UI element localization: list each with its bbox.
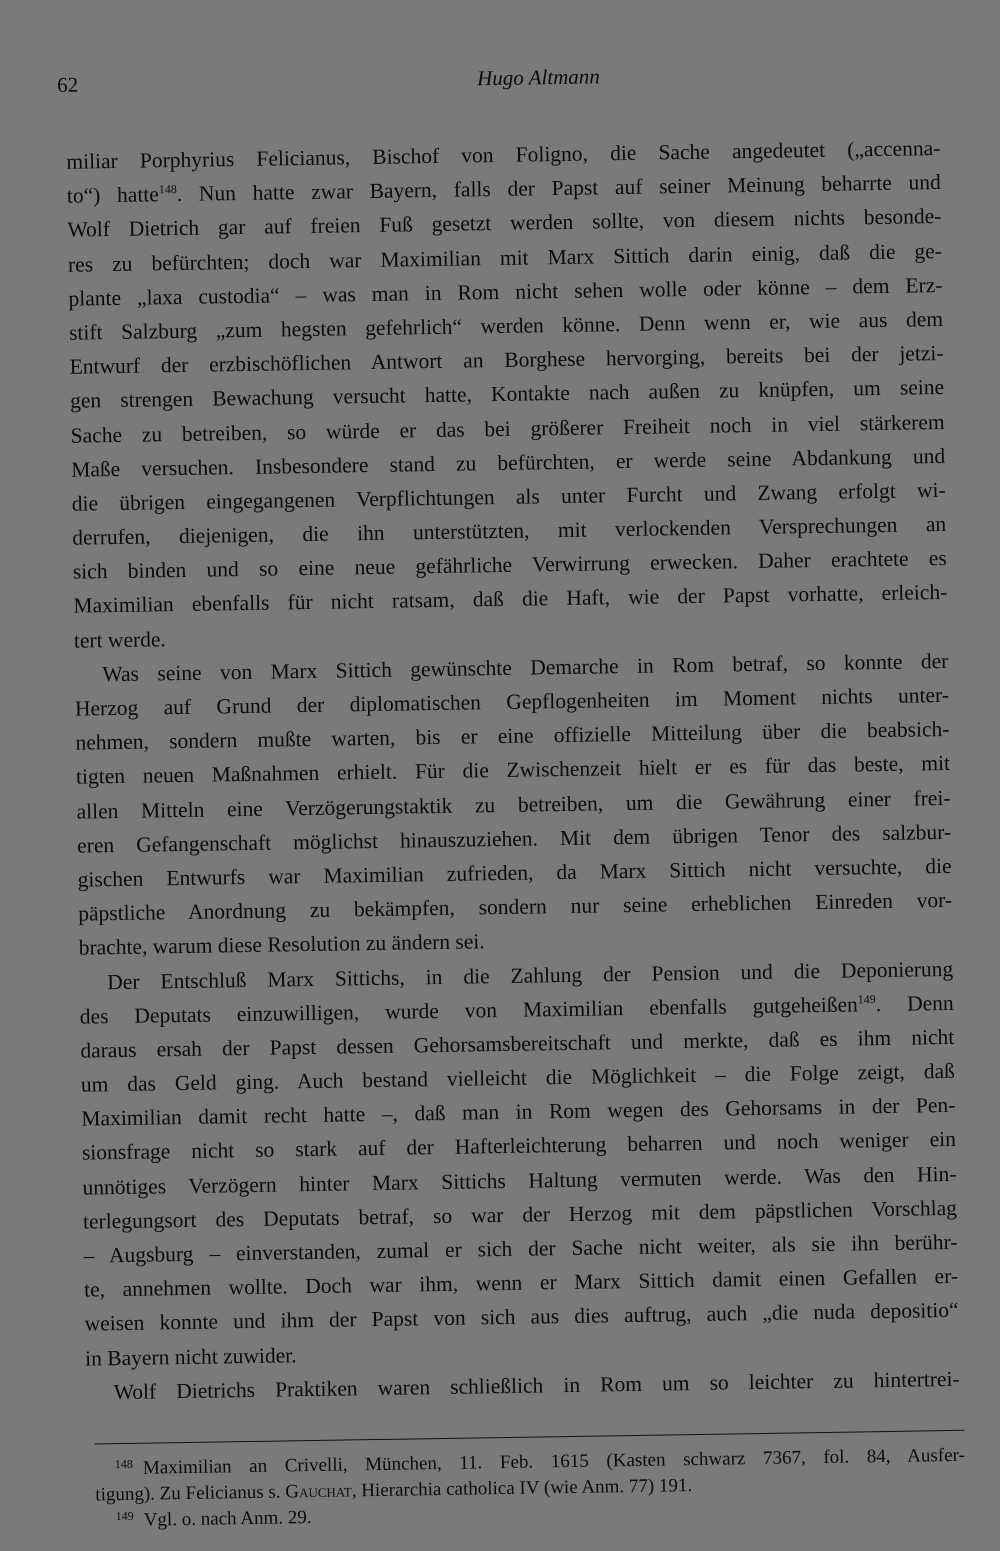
text-line: allen Mitteln eine Verzögerungstaktik zu betreiben, um die Gewährung einer frei- (76, 785, 951, 824)
text-line: Der Entschluß Marx Sittichs, in die Zahlung der Pension und die Deponierung (107, 956, 954, 994)
text-line: unnötiges Verzögern hinter Marx Sittichs Haltung vermuten werde. Was den Hin- (82, 1161, 957, 1200)
text-line: um das Geld ging. Auch bestand vielleicht die Möglichkeit – die Folge zeigt, daß (80, 1058, 955, 1097)
text-line: terlegungsort des Deputats betraf, so war der Herzog mit dem päpstlichen Vorschlag (82, 1195, 958, 1234)
text-line: te, annehmen wollte. Doch war ihm, wenn er Marx Sittich damit einen Gefallen er- (83, 1264, 959, 1302)
text-line: daraus ersah der Papst dessen Gehorsamsbereitschaft und merkte, daß es ihm nicht (80, 1024, 955, 1063)
text-line: to“) hatte$^{148}$. Nun hatte zwar Bayern, falls der Papst auf seiner Meinung beharrte und (66, 170, 942, 208)
text-line: stift Salzburg „zum hegsten gefehrlich“ werden könne. Denn wenn er, wie aus dem (68, 306, 944, 345)
footnote-text: Maximilian an Crivelli, München, 11. Feb. 1615 (Kasten schwarz 7367, fol. 84, Ausfer- (142, 1444, 965, 1479)
footnote-author: Gauchat (285, 1480, 352, 1503)
text-line: Maximilian ebenfalls für nicht ratsam, daß die Haft, wie der Papst vorhatte, erleich- (73, 580, 948, 619)
footnote-text: Vgl. o. nach Anm. 29. (143, 1507, 312, 1531)
footnote-text: , Hierarchia catholica IV (wie Anm. 77) 191. (351, 1475, 693, 1502)
text-line: Wolf Dietrichs Praktiken waren schließlich in Rom um so leichter zu hintertrei- (113, 1366, 960, 1404)
text-line: in Bayern nicht zuwider. (84, 1342, 297, 1371)
text-line: res zu befürchten; doch war Maximilian mit Marx Sittich darin einig, daß die ge- (67, 238, 943, 277)
text-line: tigten neuen Maßnahmen erhielt. Für die Zwischenzeit hielt er es für das beste, mit (75, 751, 951, 790)
footnote-ref: 148 (158, 182, 177, 197)
text-line: Herzog auf Grund der diplomatischen Gepflogenheiten im Moment nichts unter- (74, 682, 950, 721)
text-line: Entwurf der erzbischöflichen Antwort an Borghese hervorging, bereits bei der jetzi- (69, 341, 944, 379)
footnote-number: 149 (115, 1508, 134, 1524)
text-line: gischen Entwurfs war Maximilian zufrieden, da Marx Sittich nicht versuchte, die (77, 853, 952, 892)
text-line: sionsfrage nicht so stark auf der Hafterleichterung beharren und noch weniger ein (81, 1127, 957, 1166)
text-line-main: des Deputats einzuwilligen, wurde von Maximilian ebenfalls gutgeheißen (79, 992, 859, 1029)
body-text (66, 131, 960, 1410)
text-line: eren Gefangenschaft möglichst hinauszuziehen. Mit dem übrigen Tenor des salzbur- (76, 819, 952, 858)
text-line: derrufen, diejenigen, die ihn unterstützten, mit verlockenden Versprechungen an (72, 512, 947, 550)
text-line: Wolf Dietrich gar auf freien Fuß gesetzt werden sollte, von diesem nichts besonde- (67, 204, 942, 243)
text-line: gen strengen Bewachung versucht hatte, Kontakte nach außen zu knüpfen, um seine (69, 375, 945, 414)
running-head: Hugo Altmann (476, 64, 601, 91)
text-line: miliar Porphyrius Felicianus, Bischof von Foligno, die Sache angedeutet („accenna- (66, 136, 941, 174)
text-line: Was seine von Marx Sittich gewünschte Demarche in Rom betraf, so konnte der (102, 648, 949, 687)
text-line: sich binden und so eine neue gefährliche Verwirrung erwecken. Daher erachtete es (72, 546, 947, 584)
text-line: die übrigen eingegangenen Verpflichtungen als unter Furcht und Zwang erfolgt wi- (71, 477, 946, 516)
text-line: plante „laxa custodia“ – was man in Rom nicht sehen wolle oder könne – dem Erz- (68, 272, 943, 311)
footnote-ref: 149 (857, 991, 876, 1007)
text-line-suffix: . Denn (875, 990, 954, 1016)
page-number: 62 (56, 72, 79, 97)
footnote-text: tigung). Zu Felicianus s. (95, 1481, 281, 1506)
text-line-rest: Nun hatte zwar Bayern, falls der Papst auf seiner Meinung beharrte und (198, 170, 942, 206)
text-line: brachte, warum diese Resolution zu ändern sei. (78, 929, 485, 960)
text-line: tert werde. (73, 626, 167, 653)
footnote-divider (95, 1430, 965, 1445)
text-line: weisen konnte und ihm der Papst von sich aus dies auftrug, auch „die nuda depositio“ (84, 1298, 959, 1336)
footnotes (95, 1443, 966, 1535)
text-line: – Augsburg – einverstanden, zumal er sich der Sache nicht weiter, als sie ihn berühr- (83, 1229, 958, 1268)
text-line: Maximilian damit recht hatte –, daß man in Rom wegen des Gehorsams in der Pen- (81, 1093, 956, 1131)
text-line: Maße versuchen. Insbesondere stand zu befürchten, er werde seine Abdankung und (71, 443, 946, 482)
text-line: nehmen, sondern mußte warten, bis er eine offizielle Mitteilung über die beabsich- (75, 717, 950, 755)
text-line: päpstliche Anordnung zu bekämpfen, sondern nur seine erheblichen Einreden vor- (78, 888, 953, 926)
text-line-prefix: to“) hatte (66, 182, 160, 208)
footnote-number: 148 (114, 1456, 133, 1472)
page-header (57, 59, 937, 103)
text-line: Sache zu betreiben, so würde er das bei größerer Freiheit noch in viel stärkerem (70, 409, 945, 448)
